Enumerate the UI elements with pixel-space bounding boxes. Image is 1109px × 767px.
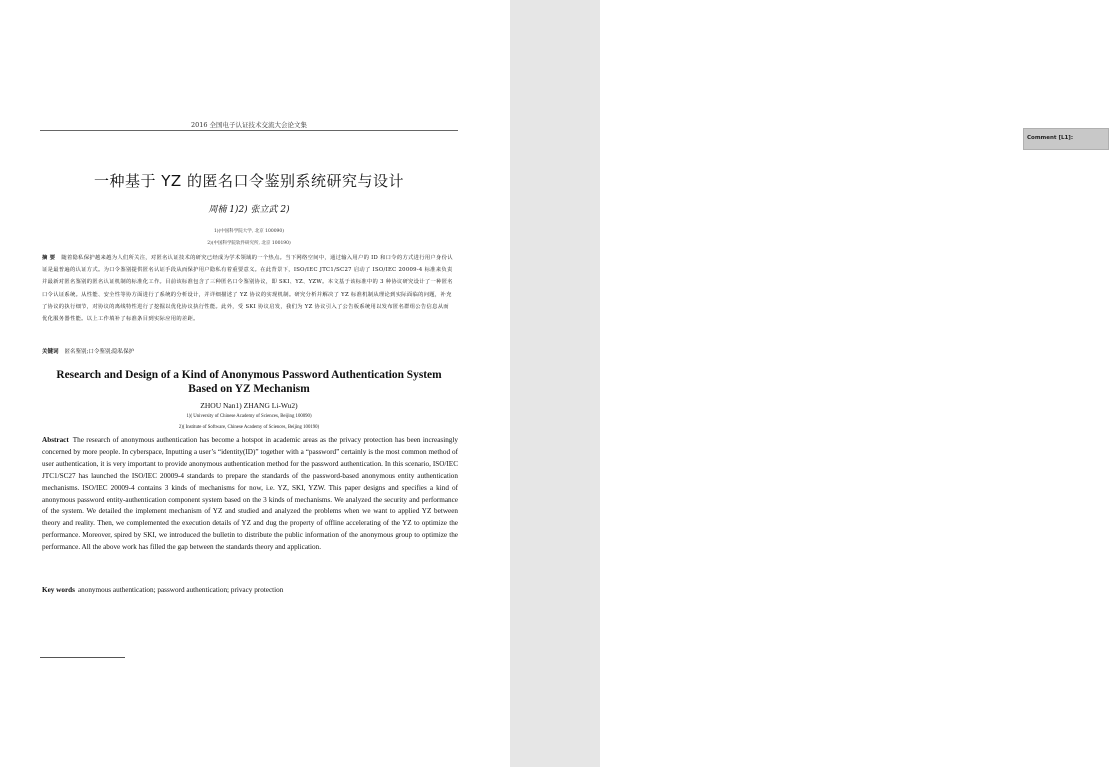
comment-balloon[interactable] [1023, 128, 1109, 150]
keywords-chinese-text: 匿名鉴别;口令鉴别;隐私保护 [64, 349, 135, 355]
abstract-chinese-label: 摘 要 [42, 255, 56, 261]
abstract-english [42, 435, 458, 554]
header-rule [40, 130, 458, 131]
title-chinese: 一种基于 YZ 的匿名口令鉴别系统研究与设计 [94, 172, 404, 190]
footnote-rule [40, 657, 125, 658]
keywords-english-text: anonymous authentication; password authentication; privacy protection [77, 586, 284, 594]
keywords-english-label: Key words [42, 586, 75, 594]
keywords-english [42, 586, 458, 594]
affiliation-english-2: 2)( Institute of Software, Chinese Academy of Sciences, Beijing 100190) [178, 425, 320, 430]
title-english-line2: Based on YZ Mechanism [188, 383, 310, 395]
running-header: 2016 全国电子认证技术交流大会论文集 [190, 121, 308, 129]
authors-chinese: 周楠 1)2) 张立武 2) [208, 205, 290, 215]
title-english [40, 368, 458, 396]
keywords-chinese-label: 关键词 [42, 349, 59, 355]
authors-english: ZHOU Nan1) ZHANG Li-Wu2) [200, 401, 298, 410]
keywords-chinese [42, 347, 454, 355]
comment-sidebar [510, 0, 1074, 767]
affiliation-english-1: 1)( University of Chinese Academy of Sciences, Beijing 100090) [186, 414, 312, 419]
affiliation-chinese-2: 2)(中国科学院软件研究所, 北京 100190) [207, 241, 291, 246]
affiliation-chinese-1: 1)(中国科学院大学, 北京 100090) [213, 229, 285, 234]
comment-label: Comment [L1]: [1027, 135, 1074, 141]
abstract-chinese-text: 随着隐私保护越来越为人们所关注，对匿名认证技术的研究已经成为学术领域的一个热点。当下网络空间中，通过输入用户的 ID 和口令的方式进行用户身份认证是最普遍的认证方式。为口令鉴别提供匿名认证手段从而保护用户隐私有着重要意义。在此背景下，ISO/IEC JTC1/SC27 启动了 ISO/IEC 20009-4 标准来负责并最新对匿名鉴别的匿名认证机制的标准化工作。目前该标准包含了三种匿名口令鉴别协议，即 SKI、YZ、YZW。本文基于该标准中的 3 种协议研究设计了一种匿名口令认证系统。从性能、安全性等协方面进行了系统的分析设计，并详细描述了 YZ 协议的实现机制。研究分析并解决了 YZ 标准机制从理论到实际面临的问题，补充了协议的执行细节，对协议的离线特性进行了挖掘以优化协议执行性能。此外，受 SKI 协议启发，我们为 YZ 协议引入了公告板系统用以发布匿名群组公告信息从而优化服务器性能。以上工作填补了标准条目到实际应用的差距。 [42, 255, 453, 323]
abstract-chinese [42, 252, 454, 325]
abstract-english-label: Abstract [42, 436, 69, 444]
abstract-english-text: The research of anonymous authentication has become a hotspot in academic areas as the privacy protection has been increasingly concerned by more people. In cyberspace, Inputting a user’s “identity(ID)” together with a “password” certainly is the most common method of user authentication, it is very important to provide anonymous authentication method for the password authentication. In this scenario, ISO/IEC JTC1/SC27 has launched the ISO/IEC 20009-4 standards to prepare the standards of the password-based anonymous entity authentication mechanisms. ISO/IEC 20009-4 contains 3 kinds of mechanisms for now, i.e. YZ, SKI, YZW. This paper designs and specifies a kind of anonymous password entity-authentication component system based on the 3 kinds of mechanisms. We analyzed the security and performance of the system. We detailed the implement mechanism of YZ and studied and analyzed the problems when we want to applied YZ between theory and reality. Then, we complemented the execution details of YZ and dug the property of offline accelerating of the YZ to optimize the performance. Moreover, spired by SKI, we introduced the bulletin to distribute the public information of the anonymous group to optimize the performance. All the above work has filled the gap between the standards theory and application. [42, 436, 458, 552]
title-english-line1: Research and Design of a Kind of Anonymous Password Authentication System [56, 369, 442, 381]
